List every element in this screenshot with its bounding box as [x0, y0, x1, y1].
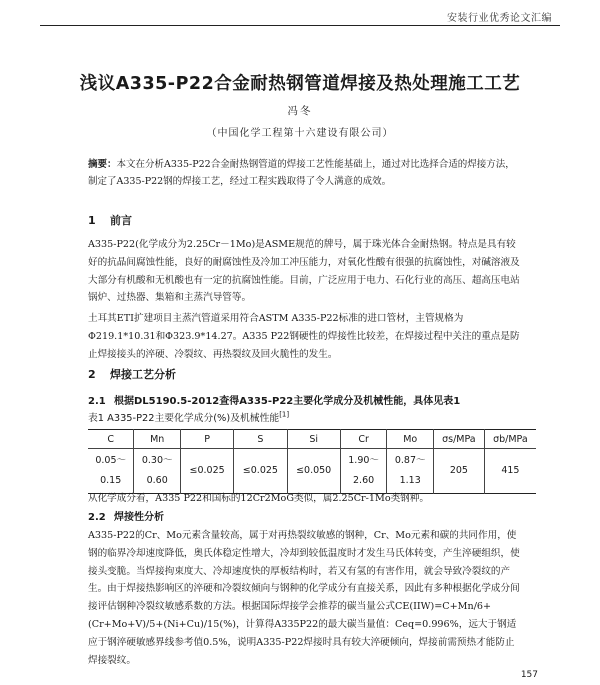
section-1-paragraph-1: A335-P22(化学成分为2.25Cr－1Mo)是ASME规范的牌号，属于珠光体合金耐热钢。特点是具有较好的抗晶间腐蚀性能，良好的耐腐蚀性及冷加工冲压能力，对氧化性酸有很强的抗腐蚀性，对碱溶液及大部分有机酸和无机酸也有一定的抗腐蚀性能。目前，广泛应用于电力、石化行业的高压、超高压电站锅炉、过热器、集箱和主蒸汽导管等。	[88, 239, 520, 304]
section-number: 2	[88, 368, 96, 381]
after-table-text: 从化学成分看，A335 P22和国标的12Cr2MoG类似，属2.25Cr-1Mo类钢种。	[88, 493, 429, 504]
caption-reference: [1]	[279, 410, 290, 419]
range-max: 0.60	[146, 475, 168, 486]
col-header: Cr	[340, 430, 387, 449]
range-min: 0.05～	[95, 455, 127, 466]
section-2-heading	[88, 366, 176, 382]
range-min: 1.90～	[348, 455, 379, 466]
table-cell-mo	[387, 449, 434, 494]
range-max: 1.13	[399, 475, 421, 486]
col-header: Si	[287, 430, 340, 449]
table-cell-p: ≤0.025	[180, 449, 233, 494]
table-header-row	[88, 430, 536, 449]
col-header: S	[234, 430, 287, 449]
abstract	[88, 156, 520, 190]
table-row	[88, 449, 536, 494]
chemical-composition-table	[88, 429, 536, 494]
journal-header: 安装行业优秀论文汇编	[447, 13, 552, 24]
range-min: 0.30～	[141, 455, 173, 466]
subsection-number: 2.1	[88, 396, 106, 407]
section-title: 前言	[110, 214, 132, 227]
section-title: 焊接工艺分析	[110, 368, 176, 381]
table-caption-text: 表1 A335-P22主要化学成分(%)及机械性能	[88, 413, 280, 424]
subsection-title: 根据DL5190.5-2012查得A335-P22主要化学成分及机械性能，具体见表1	[114, 396, 461, 407]
col-header: P	[180, 430, 233, 449]
section-2-2-paragraph: A335-P22的Cr、Mo元素含量较高，属于对再热裂纹敏感的钢种，Cr、Mo元素和碳的共同作用，使钢的临界冷却速度降低，奥氏体稳定性增大，冷却到较低温度时才发生马氏体转变，产生淬硬组织，使接头变脆。当焊接拘束度大、冷却速度快的厚板结构时，若又有氢的有害作用，就会导致冷裂纹的产生。由于焊接热影响区的淬硬和冷裂纹倾向与钢种的化学成分有直接关系，因此有多种根据化学成分间接评估钢种冷裂纹敏感系数的方法。根据国际焊接学会推荐的碳当量公式CE(IIW)=C+Mn/6+(Cr+Mo+V)/5+(Ni+Cu)/15(%)，计算得A335P22的最大碳当量值：Ceq=0.996%，远大于钢适应于钢淬硬敏感界线参考值0.5%，说明A335-P22焊接时具有较大淬硬倾向，焊接前需预热才能防止焊接裂纹。	[88, 530, 520, 666]
col-header: σb/MPa	[484, 430, 536, 449]
abstract-label: 摘要：	[88, 159, 117, 170]
section-1-paragraph-2: 土耳其ETI扩建项目主蒸汽管道采用符合ASTM A335-P22标准的进口管材，主管规格为Φ219.1*10.31和Φ323.9*14.27。A335 P22钢硬性的焊接性比较差，在焊接过程中关注的重点是防止焊接接头的淬硬、冷裂纹、再热裂纹及回火脆性的发生。	[88, 313, 520, 360]
subsection-2-2-heading	[88, 508, 164, 523]
section-1-heading	[88, 212, 132, 228]
table-cell-s: ≤0.025	[234, 449, 287, 494]
col-header: C	[88, 430, 134, 449]
col-header: σs/MPa	[434, 430, 485, 449]
range-max: 2.60	[353, 475, 375, 486]
table-caption	[88, 410, 289, 424]
col-header: Mo	[387, 430, 434, 449]
range-max: 0.15	[100, 475, 122, 486]
table-cell-tensile-strength: 415	[484, 449, 536, 494]
subsection-title: 焊接性分析	[114, 512, 164, 523]
article-title: 浅议A335-P22合金耐热钢管道焊接及热处理施工工艺	[79, 74, 521, 94]
table-cell-mn	[134, 449, 181, 494]
section-number: 1	[88, 214, 96, 227]
table-cell-yield-strength: 205	[434, 449, 485, 494]
table-cell-cr	[340, 449, 387, 494]
affiliation: （中国化学工程第十六建设有限公司）	[206, 128, 394, 139]
header-rule	[40, 25, 560, 26]
subsection-number: 2.2	[88, 512, 106, 523]
table-cell-si: ≤0.050	[287, 449, 340, 494]
subsection-2-1-heading	[88, 392, 460, 407]
page-number: 157	[520, 670, 538, 680]
abstract-text: 本文在分析A335-P22合金耐热钢管道的焊接工艺性能基础上，通过对比选择合适的焊接方法，制定了A335-P22钢的焊接工艺，经过工程实践取得了令人满意的成效。	[88, 159, 515, 187]
author: 冯冬	[287, 105, 313, 117]
range-min: 0.87～	[394, 455, 426, 466]
col-header: Mn	[134, 430, 181, 449]
table-cell-c	[88, 449, 134, 494]
